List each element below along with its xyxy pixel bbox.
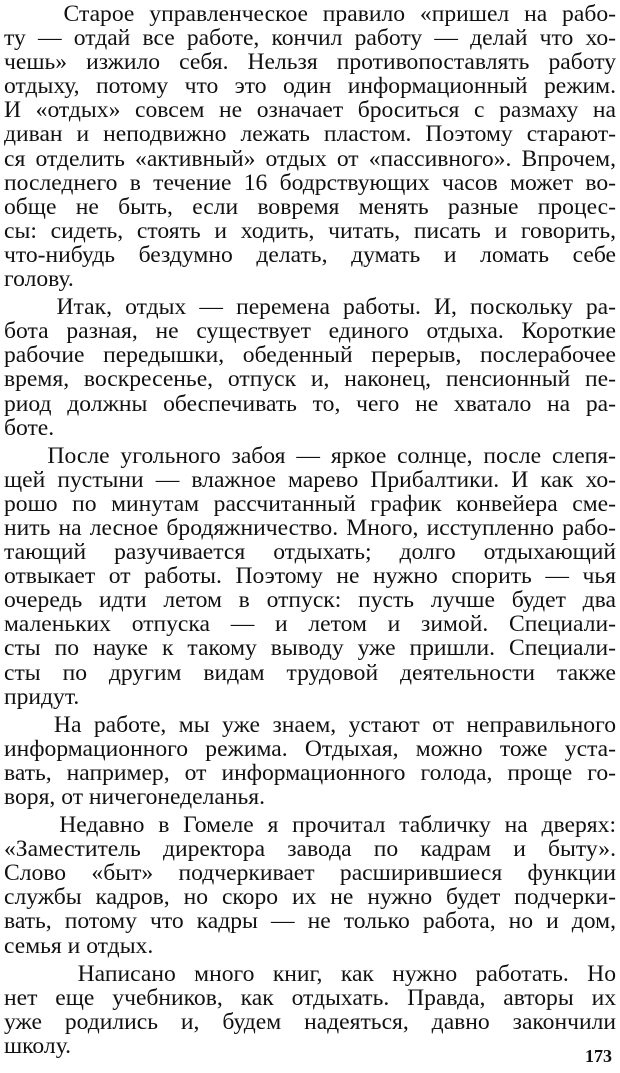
text-line: информационного режима. Отдыхая, можно тоже уста-: [4, 736, 616, 761]
paragraph: [4, 813, 616, 958]
text-line: обще не быть, если вовремя менять разные процес-: [4, 194, 616, 219]
text-line: тающий разучивается отдыхать; долго отдыхающий: [4, 540, 616, 565]
text-line: время, воскресенье, отпуск и, наконец, пенсионный пе-: [4, 367, 616, 392]
text-line: голову.: [4, 267, 74, 292]
text-line: рабочие передышки, обеденный перерыв, послерабочее: [4, 343, 616, 368]
text-line: Написано много книг, как нужно работать. Но: [4, 961, 616, 986]
paragraph: [4, 295, 616, 440]
text-line: воря, от ничегонеделанья.: [4, 785, 266, 810]
paragraph: [4, 962, 616, 1058]
text-line: нет еще учебников, как отдыхать. Правда, авторы их: [4, 985, 616, 1010]
text-line: вать, например, от информационного голода, проще го-: [4, 760, 616, 785]
text-line: службы кадров, но скоро их не нужно будет подчерки-: [4, 885, 616, 910]
text-line: сты по науке к такому выводу уже пришли. Специали-: [4, 636, 616, 661]
text-line: ту — отдай все работе, кончил работу — делай что хо-: [4, 26, 616, 51]
text-line: риод должны обеспечивать то, чего не хватало на ра-: [4, 391, 616, 416]
text-line: семья и отдых.: [4, 933, 154, 958]
text-line: сы: сидеть, стоять и ходить, читать, писать и говорить,: [4, 218, 616, 243]
text-line: щей пустыни — влажное марево Прибалтики. И как хо-: [4, 467, 616, 492]
paragraph: [4, 444, 616, 709]
text-line: диван и неподвижно лежать пластом. Поэтому старают-: [4, 122, 616, 147]
text-line: бота разная, не существует единого отдыха. Короткие: [4, 319, 616, 344]
paragraph: [4, 713, 616, 809]
text-line: Слово «быт» подчеркивает расширившиеся функции: [4, 861, 616, 886]
text-line: уже родились и, будем надеяться, давно закончили: [4, 1009, 616, 1034]
text-line: сты по другим видам трудовой деятельности также: [4, 660, 616, 685]
text-line: «Заместитель директора завода по кадрам и быту».: [4, 837, 616, 862]
text-line: что-нибудь бездумно делать, думать и ломать себе: [4, 242, 616, 268]
text-line: школу.: [4, 1033, 72, 1059]
text-line: отдыху, потому что это один информационный режим.: [4, 74, 616, 99]
text-line: Недавно в Гомеле я прочитал табличку на дверях:: [4, 813, 616, 838]
paragraph: [4, 2, 616, 291]
text-line: нить на лесное бродяжничество. Много, исступленно рабо-: [4, 515, 616, 541]
text-line: придут.: [4, 684, 80, 709]
page-number: 173: [585, 1046, 612, 1066]
text-line: Старое управленческое правило «пришел на рабо-: [4, 2, 616, 27]
text-line: очередь идти летом в отпуск: пусть лучше будет два: [4, 588, 616, 613]
text-line: вать, потому что кадры — не только работа, но и дом,: [4, 909, 616, 934]
text-line: боте.: [4, 415, 55, 440]
body-text: [4, 2, 616, 1062]
text-line: После угольного забоя — яркое солнце, после слепя-: [4, 443, 616, 468]
text-line: маленьких отпуска — и летом и зимой. Специали-: [4, 612, 616, 637]
text-line: И «отдых» совсем не означает броситься с размаху на: [4, 98, 616, 123]
text-line: последнего в течение 16 бодрствующих часов может во-: [4, 170, 616, 195]
text-line: Итак, отдых — перемена работы. И, поскольку ра-: [4, 295, 616, 320]
text-line: чешь» изжило себя. Нельзя противопоставлять работу: [4, 50, 616, 75]
text-line: На работе, мы уже знаем, устают от неправильного: [4, 712, 616, 737]
text-line: отвыкает от работы. Поэтому не нужно спорить — чья: [4, 564, 616, 589]
text-line: рошо по минутам рассчитанный график конвейера сме-: [4, 491, 616, 516]
text-line: ся отделить «активный» отдых от «пассивного». Впрочем,: [4, 146, 616, 171]
